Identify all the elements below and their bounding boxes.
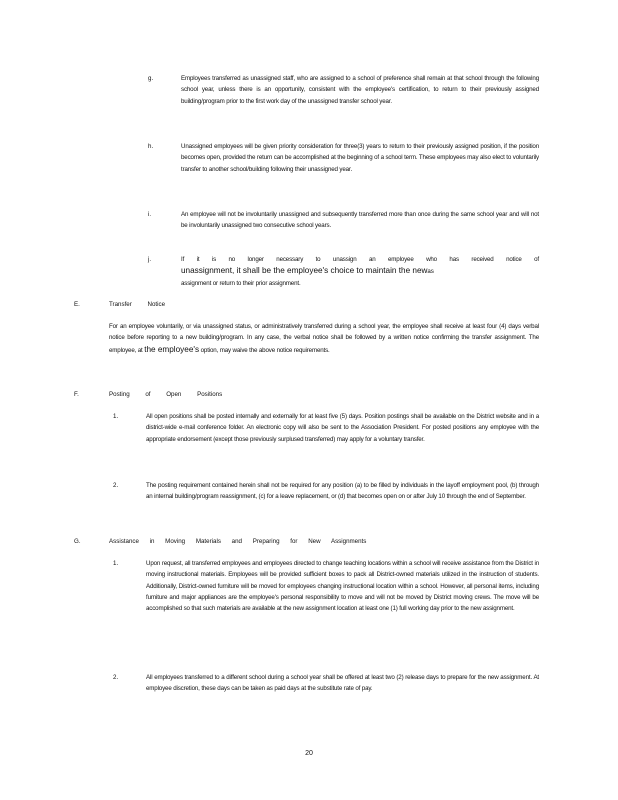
section-g-title: Assistance in Moving Materials and Preparing for New Assignments [109,538,367,545]
section-g-item-1-label: 1. [113,560,119,567]
page-number: 20 [305,750,313,757]
section-f-item-2-text: The posting requirement contained herein shall not be required for any position (a) to be filled by individuals in the layoff employment pool, (b) through an internal building/program reassignment, (c) for a leave replacement, or (d) that becomes open on or after July 10 through the end of September. [146,482,539,501]
section-f-title: Posting of Open Positions [109,391,223,398]
item-i-text: An employee will not be involuntarily unassigned and subsequently transferred more than once during the same school year and will not be involuntarily unassigned two consecutive school years. [181,211,539,230]
item-i-label: i. [148,211,152,218]
item-g-label: g. [148,75,154,82]
section-e-text-c: option, may waive the above notice requirements. [200,346,330,354]
section-g-item-1-text: Upon request, all transferred employees and employees directed to change teaching locations within a school will receive assistance from the District in moving instructional materials. Employees will be provided sufficient boxes to pack all District-owned materials utilized in the instruction of students. Additionally, District-owned furniture will be moved for employees changing instructional location within a school. However, all personal items, including furniture and major appliances are the employee's personal responsibility to move and will not be moved by District moving crews. The move will be accomplished so that such materials are available at the new assignment location at least one (1) full working day prior to the new assignment. [146,560,539,613]
item-j-inline-word: as [427,268,434,276]
item-j-line-3: assignment or return to their prior assignment. [181,279,301,287]
item-j-line-2 [181,265,539,277]
section-f-item-1-label: 1. [113,413,119,420]
item-j-line-1: If it is no longer necessary to unassign an employee who has received notice of [181,256,539,263]
item-j-large-text: unassignment, it shall be the employee's choice to maintain the new [181,266,428,276]
item-h-text: Unassigned employees will be given priority consideration for three(3) years to return to their previously assigned position, if the position becomes open, provided the return can be accomplished at the beginning of a school term. These employees may also elect to voluntarily transfer to another school/building following their unassigned year. [181,143,539,173]
section-f-letter: F. [74,391,79,398]
section-e-text-b: the employee's [144,344,200,354]
section-e-letter: E. [74,301,80,308]
section-g-item-2-label: 2. [113,674,119,681]
section-e-title: Transfer Notice [109,301,166,308]
item-j-label: j. [148,256,152,263]
section-f-item-2-label: 2. [113,482,119,489]
item-h-label: h. [148,143,154,150]
section-g-letter: G. [74,538,81,545]
item-j-text [181,254,539,289]
section-g-item-2-text: All employees transferred to a different school during a school year shall be offered at least two (2) release days to prepare for the new assignment. At employee discretion, these days can be taken as paid days at the substitute rate of pay. [146,674,539,693]
section-e-text [109,321,539,356]
item-g-text: Employees transferred as unassigned staff, who are assigned to a school of preference shall remain at that school through the following school year, unless there is an opportunity, consistent with the employee's certification, to return to their previously assigned building/program prior to the first work day of the unassigned transfer school year. [181,75,539,105]
section-e-text-a: For an employee voluntarily, or via unassigned status, or administratively transferred during a school year, the employee shall receive at least four (4) days verbal notice before reporting to a new building/program. In any case, the verbal notice shall be followed by a written notice confirming the transfer assignment. The employee, at [109,323,539,354]
section-f-item-1-text: All open positions shall be posted internally and externally for at least five (5) days. Position postings shall be available on the District website and in a district-wide e-mail conference folder. An electronic copy will also be sent to the Association President. For posted positions any employee with the appropriate endorsement (except those previously surplused transferred) may apply for a voluntary transfer. [146,413,539,443]
